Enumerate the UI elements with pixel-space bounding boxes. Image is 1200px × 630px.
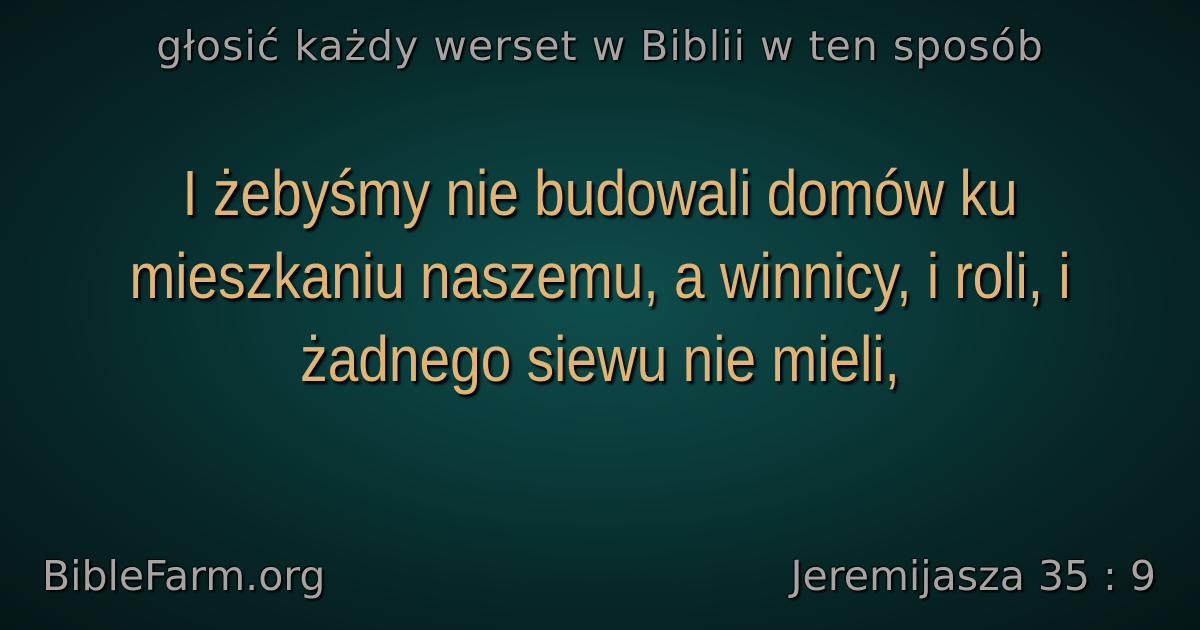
verse-text: I żebyśmy nie budowali domów ku mieszkaniu naszemu, a winnicy, i roli, i żadnego siewu nie mieli, bbox=[129, 157, 1071, 395]
tagline: głosić każdy werset w Biblii w ten sposób bbox=[156, 22, 1044, 70]
site-name: BibleFarm.org bbox=[42, 552, 326, 600]
verse-reference: Jeremijasza 35 : 9 bbox=[790, 552, 1156, 600]
